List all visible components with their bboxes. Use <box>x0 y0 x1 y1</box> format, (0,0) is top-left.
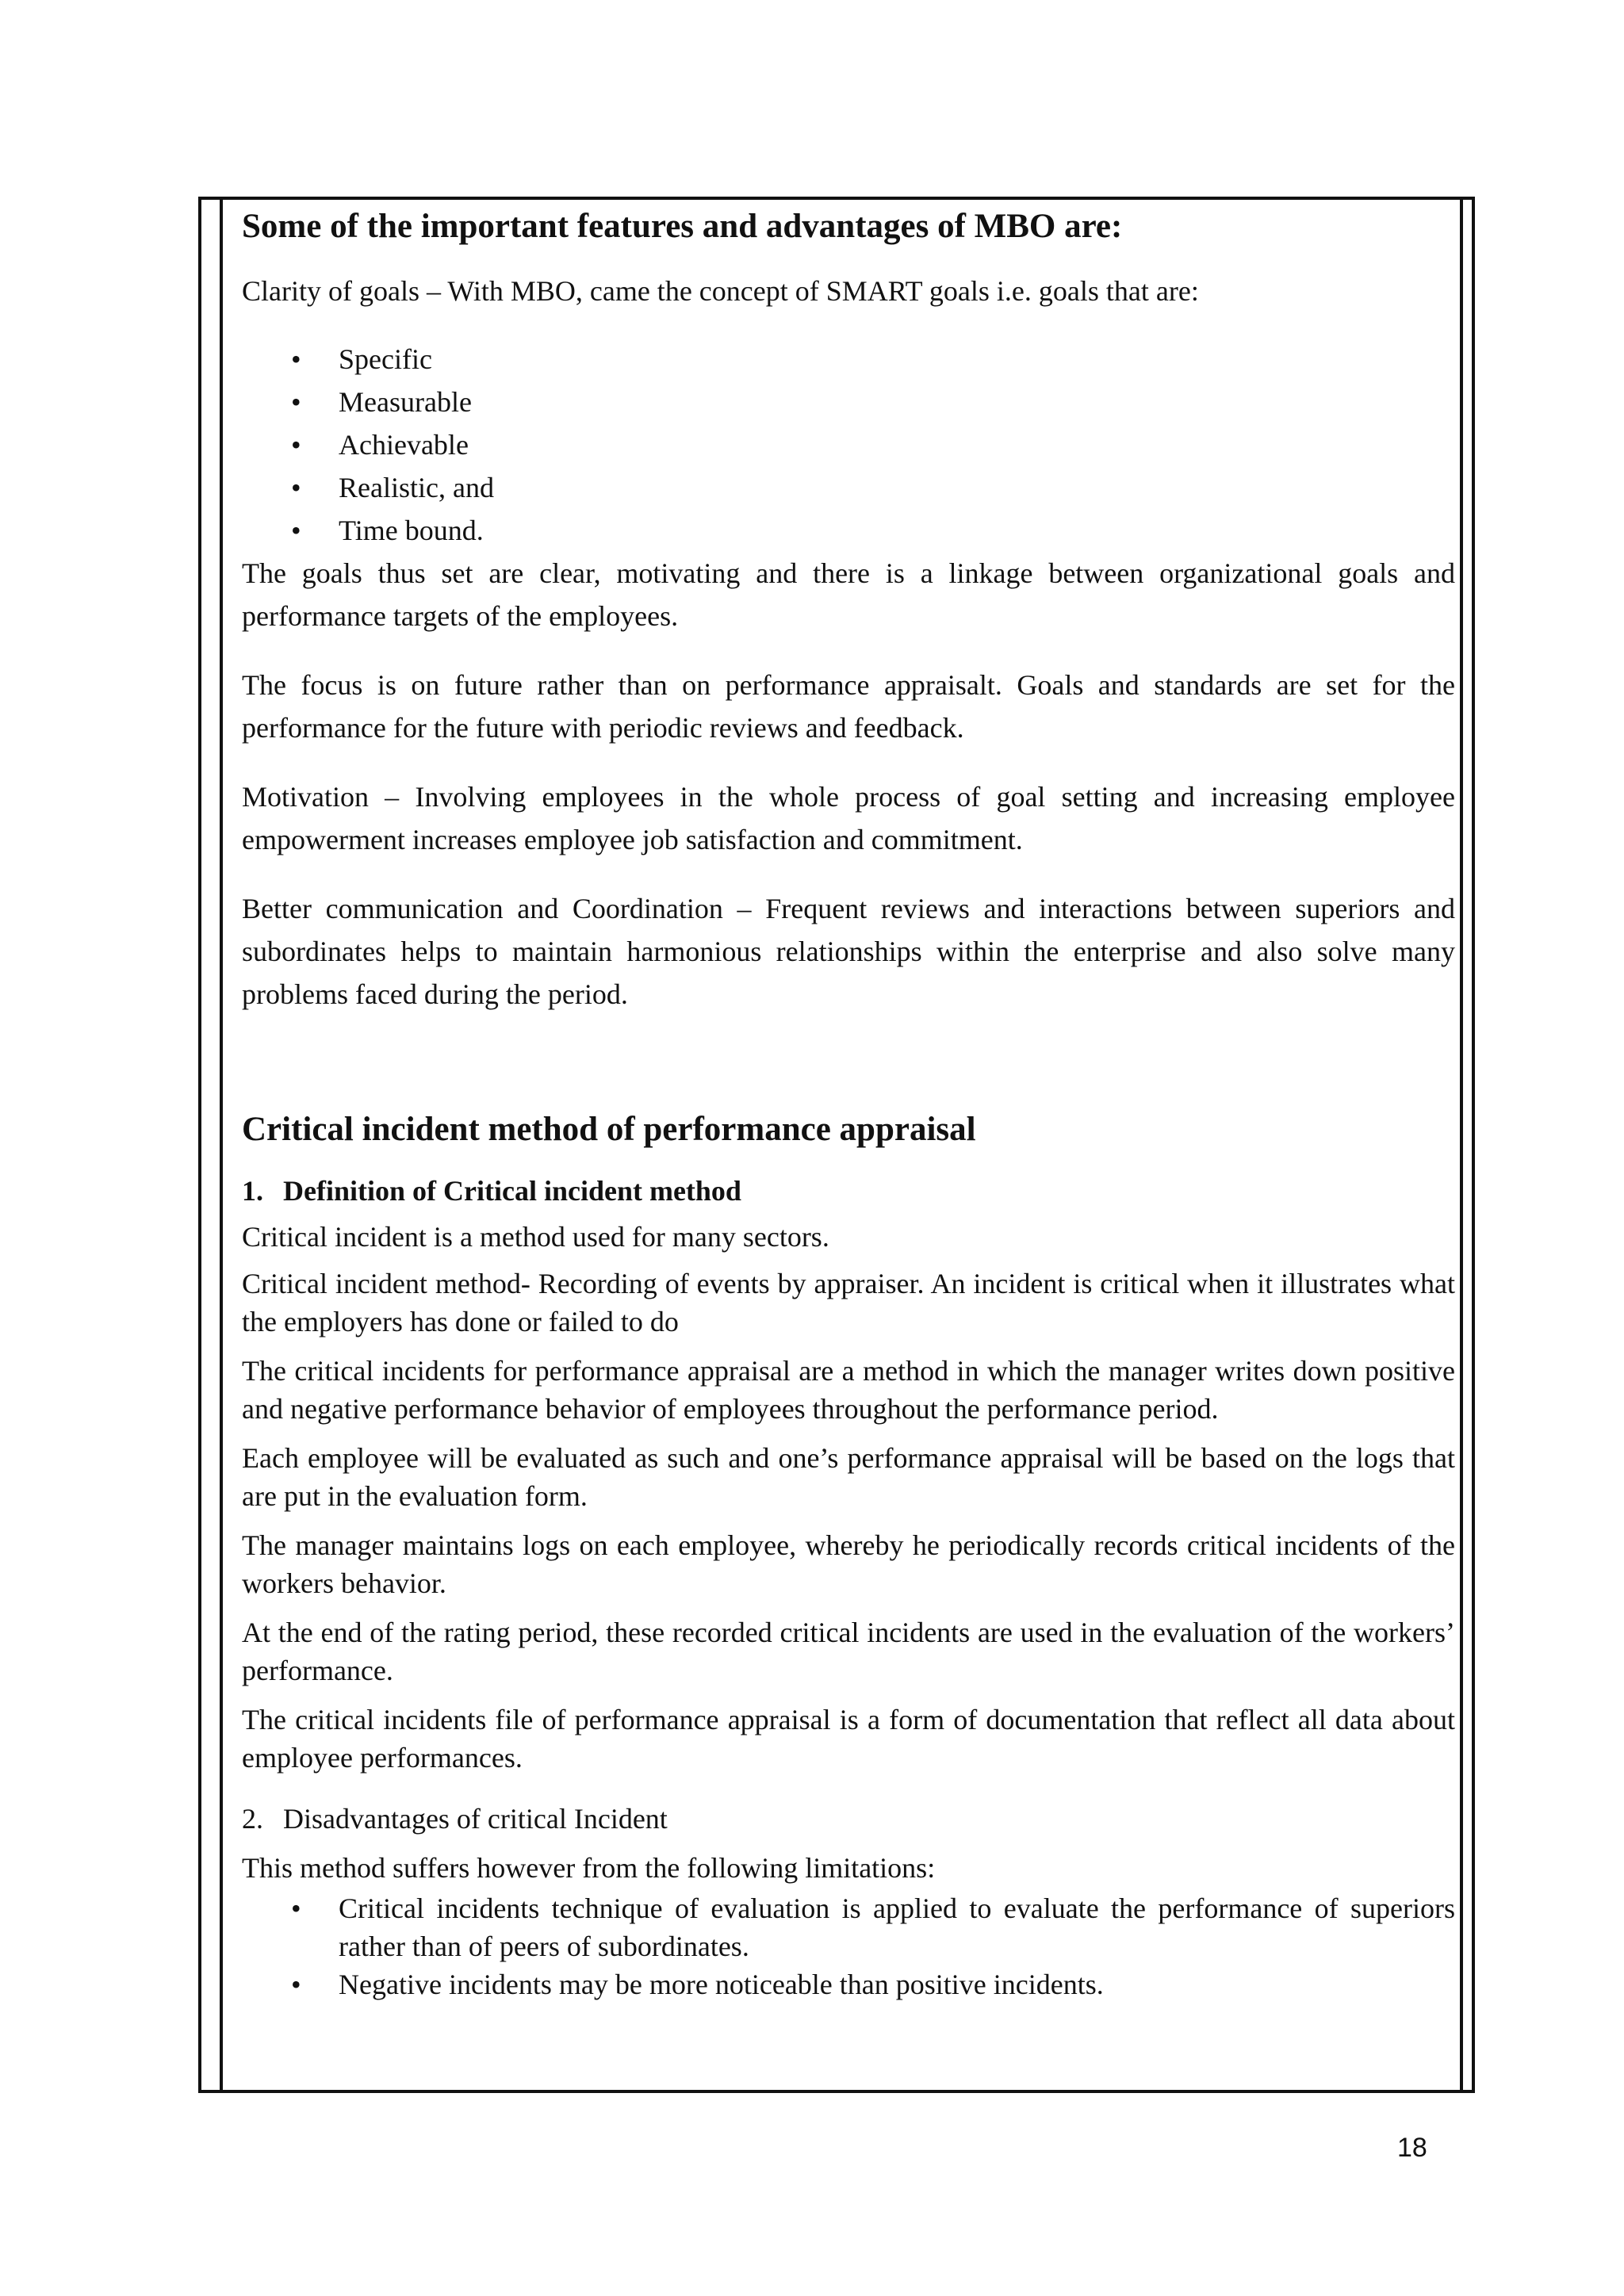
list-item: • Realistic, and <box>242 466 1455 509</box>
paragraph: Critical incident is a method used for many sectors. <box>242 1221 829 1253</box>
list-item: • Time bound. <box>242 509 1455 552</box>
paragraph-focus: The focus is on future rather than on performance appraisalt. Goals and standards are set for the performance for the future with periodic reviews and feedback. <box>242 669 1455 744</box>
paragraph: The critical incidents file of performance appraisal is a form of documentation that reflect all data about employee performances. <box>242 1704 1455 1774</box>
subheading-definition: 1. Definition of Critical incident method <box>242 1175 741 1207</box>
page-number: 18 <box>1397 2133 1427 2163</box>
smart-intro: Clarity of goals – With MBO, came the concept of SMART goals i.e. goals that are: <box>242 275 1199 307</box>
list-item: • Critical incidents technique of evaluation is applied to evaluate the performance of superiors rather than of peers of subordinates. <box>242 1889 1455 1965</box>
list-item: • Measurable <box>242 381 1455 423</box>
list-item: • Achievable <box>242 423 1455 466</box>
paragraph: At the end of the rating period, these recorded critical incidents are used in the evaluation of the workers’ performance. <box>242 1617 1455 1686</box>
limitations-intro: This method suffers however from the following limitations: <box>242 1852 936 1884</box>
list-item: • Specific <box>242 338 1455 381</box>
paragraph-communication: Better communication and Coordination – Frequent reviews and interactions between superiors and subordinates helps to maintain harmonious relationships within the enterprise and also solve many problems faced during the period. <box>242 893 1455 1010</box>
section-heading-mbo: Some of the important features and advantages of MBO are: <box>242 208 1123 245</box>
smart-list <box>242 338 1455 552</box>
page-content <box>242 205 1455 2003</box>
bullet-icon: • <box>291 1892 301 1924</box>
limitations-list <box>242 1889 1455 2003</box>
bullet-icon: • <box>291 515 301 546</box>
section-heading-critical-incident: Critical incident method of performance appraisal <box>242 1111 976 1148</box>
paragraph: Each employee will be evaluated as such and one’s performance appraisal will be based on the logs that are put in the evaluation form. <box>242 1442 1455 1512</box>
bullet-icon: • <box>291 472 301 503</box>
bullet-icon: • <box>291 343 301 375</box>
paragraph: Critical incident method- Recording of events by appraiser. An incident is critical when it illustrates what the employers has done or failed to do <box>242 1268 1455 1337</box>
paragraph: The manager maintains logs on each employee, whereby he periodically records critical incidents of the workers behavior. <box>242 1529 1455 1599</box>
bullet-icon: • <box>291 429 301 461</box>
list-item: • Negative incidents may be more noticeable than positive incidents. <box>242 1965 1455 2003</box>
paragraph-goals: The goals thus set are clear, motivating and there is a linkage between organizational goals and performance targets of the employees. <box>242 557 1455 632</box>
paragraph: The critical incidents for performance appraisal are a method in which the manager writes down positive and negative performance behavior of employees throughout the performance period. <box>242 1355 1455 1425</box>
bullet-icon: • <box>291 1969 301 2000</box>
paragraph-motivation: Motivation – Involving employees in the whole process of goal setting and increasing employee empowerment increases employee job satisfaction and commitment. <box>242 781 1455 855</box>
subheading-disadvantages: 2. Disadvantages of critical Incident <box>242 1803 668 1835</box>
bullet-icon: • <box>291 386 301 418</box>
